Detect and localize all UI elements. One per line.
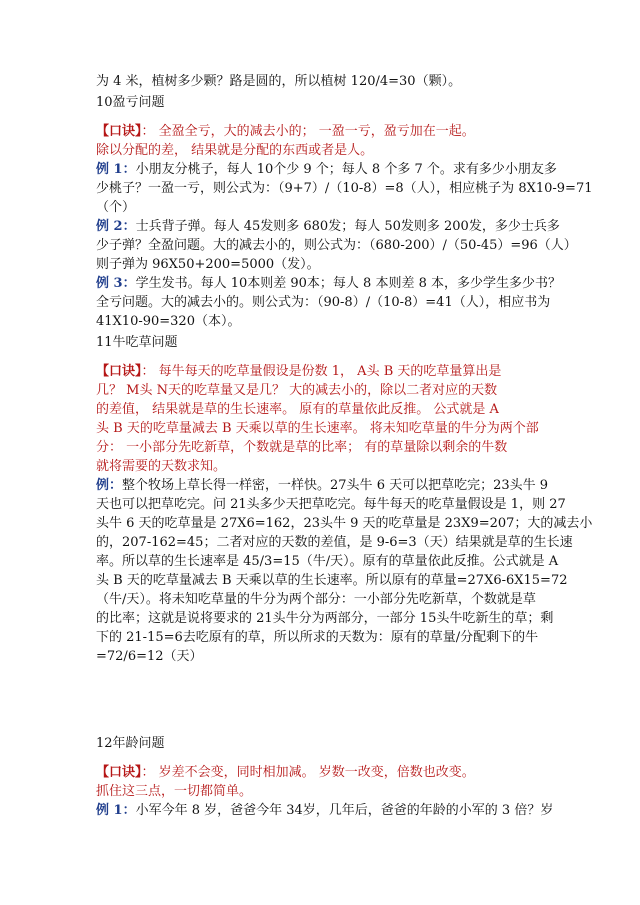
example-text: 率。所以草的生长速率是 45/3=15（牛/天）。原有的草量依此反推。公式就是 A xyxy=(96,554,559,569)
example-label: 例 1： xyxy=(96,162,136,177)
example-text: =72/6=12（天） xyxy=(96,649,203,664)
koujue-text: 除以分配的差， 结果就是分配的东西或者是人。 xyxy=(96,143,374,158)
example-text: 的比率；这就是说将要求的 21头牛分为两部分，一部分 15头牛吃新生的草；剩 xyxy=(96,611,554,626)
koujue-line xyxy=(96,763,566,782)
example-text: 头牛 6 天的吃草量是 27X6=162，23头牛 9 天的吃草量是 23X9=207；大的减去小 xyxy=(96,516,593,531)
example-text: 少子弹？全盈问题。大的减去小的，则公式为：（680-200）/（50-45）=96（人） xyxy=(96,238,577,253)
example-label: 例 1： xyxy=(96,803,136,818)
koujue-label: 【口诀】 xyxy=(96,364,142,379)
example-label: 例： xyxy=(96,478,123,493)
koujue-text: 就将需要的天数求知。 xyxy=(96,459,227,474)
spacer xyxy=(96,753,566,763)
koujue-text: ： 岁差不会变，同时相加减。 岁数一改变，倍数也改变。 xyxy=(141,765,475,780)
document-page xyxy=(96,72,593,820)
example-text: 头 B 天的吃草量减去 B 天乘以草的生长速率。所以原有的草量=27X6-6X15=72 xyxy=(96,573,568,588)
spacer xyxy=(96,352,566,362)
example-text: 小军今年 8 岁，爸爸今年 34岁，几年后，爸爸的年龄的小军的 3 倍？岁 xyxy=(135,803,554,818)
example-text: 士兵背子弹。每人 45发则多 680发；每人 50发则多 200发，多少士兵多 xyxy=(135,219,560,234)
koujue-text: 头 B 天的吃草量减去 B 天乘以草的生长速率。 将未知吃草量的牛分为两个部 xyxy=(96,421,539,436)
koujue-line xyxy=(96,122,566,141)
spacer xyxy=(96,112,566,122)
example-line xyxy=(96,160,566,179)
example-line xyxy=(96,801,566,820)
koujue-text: ： 全盈全亏，大的减去小的； 一盈一亏，盈亏加在一起。 xyxy=(141,124,475,139)
koujue-text: 抓住这三点，一切都简单。 xyxy=(96,784,253,799)
text-line: 为 4 米，植树多少颗？路是圆的，所以植树 120/4=30（颗）。 xyxy=(96,74,462,89)
koujue-text: ： 每牛每天的吃草量假设是份数 1， A头 B 天的吃草量算出是 xyxy=(141,364,502,379)
example-line xyxy=(96,217,566,236)
koujue-text: 的差值， 结果就是草的生长速率。 原有的草量依此反推。 公式就是 A xyxy=(96,402,499,417)
example-text: 则子弹为 96X50+200=5000（发）。 xyxy=(96,257,320,272)
spacer xyxy=(96,666,566,732)
section-title-12: 12年龄问题 xyxy=(96,736,165,751)
example-text: 学生发书。每人 10本则差 90本；每人 8 本则差 8 本，多少学生多少书？ xyxy=(135,276,561,291)
example-text: 下的 21-15=6去吃原有的草，所以所求的天数为：原有的草量/分配剩下的牛 xyxy=(96,630,539,645)
section-title-11: 11牛吃草问题 xyxy=(96,335,178,350)
section-title-10: 10盈亏问题 xyxy=(96,95,165,110)
example-text: （个） xyxy=(96,200,136,215)
example-text: 少桃子？一盈一亏，则公式为：（9+7）/（10-8）=8（人），相应桃子为 8X10-9=71 xyxy=(96,181,593,196)
koujue-text: 几？ M头 N天的吃草量又是几？ 大的减去小的，除以二者对应的天数 xyxy=(96,383,498,398)
example-text: 天也可以把草吃完。问 21头多少天把草吃完。每牛每天的吃草量假设是 1，则 27 xyxy=(96,497,566,512)
koujue-line xyxy=(96,362,566,381)
example-text: 41X10-90=320（本）。 xyxy=(96,314,241,329)
koujue-text: 分： 一小部分先吃新草，个数就是草的比率； 有的草量除以剩余的牛数 xyxy=(96,440,508,455)
koujue-label: 【口诀】 xyxy=(96,765,142,780)
example-text: （牛/天）。将未知吃草量的牛分为两个部分：一小部分先吃新草，个数就是草 xyxy=(96,592,536,607)
example-line xyxy=(96,274,566,293)
koujue-label: 【口诀】 xyxy=(96,124,142,139)
example-label: 例 3： xyxy=(96,276,136,291)
example-line xyxy=(96,476,566,495)
example-text: 整个牧场上草长得一样密，一样快。27头牛 6 天可以把草吃完；23头牛 9 xyxy=(122,478,549,493)
example-text: 的，207-162=45；二者对应的天数的差值，是 9-6=3（天）结果就是草的生长速 xyxy=(96,535,573,550)
example-text: 全亏问题。大的减去小的。则公式为：（90-8）/（10-8）=41（人），相应书为 xyxy=(96,295,551,310)
example-text: 小朋友分桃子，每人 10个少 9 个；每人 8 个多 7 个。求有多少小朋友多 xyxy=(135,162,557,177)
example-label: 例 2： xyxy=(96,219,136,234)
